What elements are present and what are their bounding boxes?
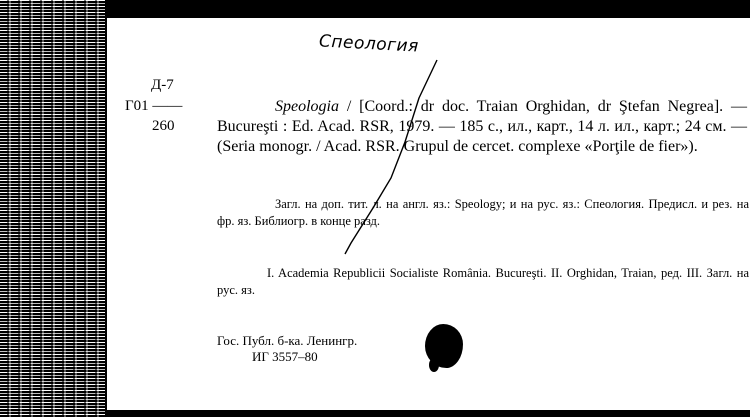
library-name: Гос. Публ. б-ка. Ленингр. xyxy=(217,333,358,348)
index-top: Д-7 xyxy=(151,77,174,93)
entry-note: Загл. на доп. тит. л. на англ. яз.: Speology; и на рус. яз.: Спеология. Предисл. и рез. на фр. яз. Библиогр. в конце разд. xyxy=(217,197,749,228)
index-dash: —— xyxy=(152,98,183,114)
index-bottom: 260 xyxy=(152,118,175,134)
entry-description xyxy=(217,97,747,157)
ink-blot-tail xyxy=(429,358,439,372)
library-id: ИГ 3557–80 xyxy=(252,349,318,364)
subject-entries: I. Academia Republicii Socialiste România. Bucureşti. II. Orghidan, Traian, ред. III. Загл. на рус. яз. xyxy=(217,266,749,297)
index-code: Г01 xyxy=(125,98,149,114)
entry-body: / [Coord.: dr doc. Traian Orghidan, dr Ştefan Negrea]. — Bucureşti : Ed. Acad. RSR, 1979. — 185 с., ил., карт., 14 л. ил., карт.; 24 см. — (Seria monogr. / Acad. RSR. Grupul de cercet. complexe «Porţile de fier»). xyxy=(217,98,747,155)
index-left xyxy=(125,98,182,115)
handwritten-title: Спеология xyxy=(318,31,420,57)
entry-title: Speologia xyxy=(275,98,339,115)
catalog-card xyxy=(107,16,750,410)
scanner-edge xyxy=(0,0,105,417)
